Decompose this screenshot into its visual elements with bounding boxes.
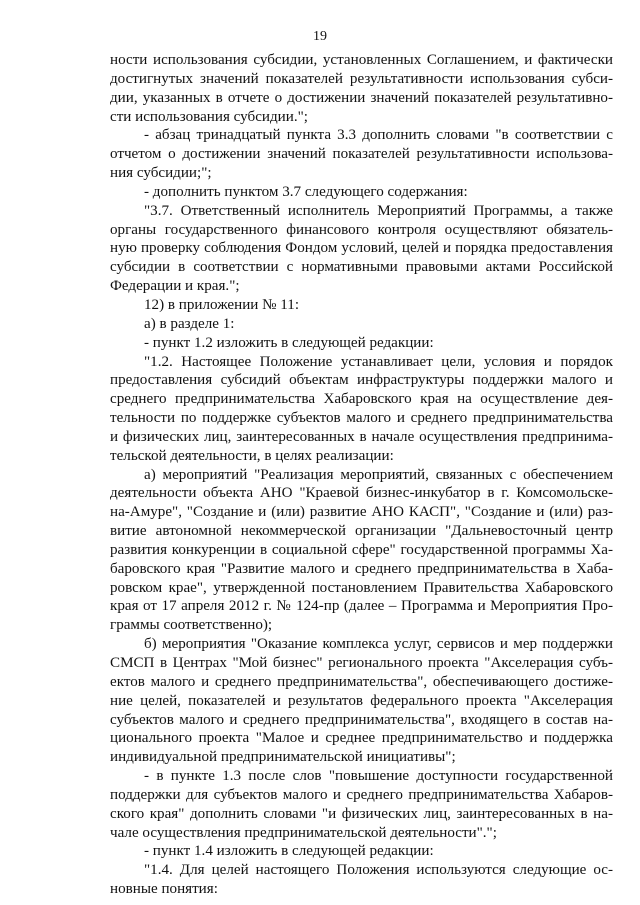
text-line: - пункт 1.2 изложить в следующей редакции: bbox=[144, 334, 434, 351]
text-line: поддержки для субъектов малого и среднего предпринимательства Хабаров- bbox=[110, 786, 613, 803]
text-line: сти использования субсидии."; bbox=[110, 108, 308, 125]
text-line: ского края" дополнить словами "и физических лиц, заинтересованных в на- bbox=[110, 805, 613, 822]
text-line: витие автономной некоммерческой организации "Дальневосточный центр bbox=[110, 523, 613, 540]
text-line: "3.7. Ответственный исполнитель Мероприятий Программы, а также bbox=[144, 202, 613, 219]
text-line: и физических лиц, заинтересованных в начале осуществления предпринима- bbox=[110, 428, 613, 445]
text-line: - абзац тринадцатый пункта 3.3 дополнить словами "в соответствии с bbox=[144, 127, 613, 144]
text-line: ние целей, показателей и результатов федерального проекта "Акселерация bbox=[110, 692, 613, 709]
document-body bbox=[110, 51, 613, 899]
text-line: ности использования субсидии, установленных Соглашением, и фактически bbox=[110, 52, 613, 68]
text-line: тельской деятельности, в целях реализации: bbox=[110, 447, 394, 464]
text-line: "1.4. Для целей настоящего Положения используются следующие ос- bbox=[144, 862, 613, 879]
text-line: чале осуществления предпринимательской деятельности"."; bbox=[110, 824, 497, 841]
text-line: 12) в приложении № 11: bbox=[144, 296, 300, 313]
text-line: развития конкуренции в социальной сфере" государственной программы Ха- bbox=[110, 541, 613, 558]
text-line: среднего предпринимательства Хабаровского края на осуществление дея- bbox=[110, 391, 613, 408]
text-line: баровского края "Развитие малого и среднего предпринимательства в Хаба- bbox=[110, 560, 613, 577]
text-line: - в пункте 1.3 после слов "повышение доступности государственной bbox=[144, 768, 613, 785]
text-line: субъектов малого и среднего предпринимательства", входящего в состав на- bbox=[110, 711, 613, 728]
text-line: ектов малого и среднего предпринимательства", обеспечивающего достиже- bbox=[110, 673, 613, 690]
text-line: ционального проекта "Малое и среднее предпринимательство и поддержка bbox=[110, 730, 613, 747]
text-line: предоставления субсидий объектам инфраструктуры поддержки малого и bbox=[110, 372, 613, 389]
text-line: СМСП в Центрах "Мой бизнес" регионального проекта "Акселерация субъ- bbox=[110, 655, 613, 671]
text-line: новные понятия: bbox=[110, 881, 218, 898]
text-line: - дополнить пунктом 3.7 следующего содержания: bbox=[144, 183, 468, 200]
text-line: "1.2. Настоящее Положение устанавливает цели, условия и порядок bbox=[144, 353, 613, 370]
text-line: субсидии в соответствии с нормативными правовыми актами Российской bbox=[110, 259, 613, 276]
text-line: граммы соответственно); bbox=[110, 617, 273, 634]
text-line: индивидуальной предпринимательской инициативы"; bbox=[110, 749, 456, 766]
text-line: ную проверку соблюдения Фондом условий, целей и порядка предоставления bbox=[110, 240, 613, 257]
text-line: тельности по поддержке субъектов малого и среднего предпринимательства bbox=[110, 410, 613, 427]
text-line: дии, указанных в отчете о достижении значений показателей результативно- bbox=[110, 89, 613, 106]
text-line: края от 17 апреля 2012 г. № 124-пр (далее – Программа и Мероприятия Про- bbox=[110, 598, 613, 615]
page-number: 19 bbox=[313, 29, 327, 44]
text-line: - пункт 1.4 изложить в следующей редакции: bbox=[144, 843, 434, 860]
text-line: а) мероприятий "Реализация мероприятий, связанных с обеспечением bbox=[144, 466, 613, 483]
text-line: на-Амуре", "Создание и (или) развитие АНО КАСП", "Создание и (или) раз- bbox=[110, 504, 613, 521]
text-line: деятельности объекта АНО "Краевой бизнес-инкубатор в г. Комсомольске- bbox=[110, 485, 613, 502]
text-line: ния субсидии;"; bbox=[110, 165, 212, 182]
text-line: отчетом о достижении значений показателей результативности использова- bbox=[110, 146, 613, 163]
text-line: ровском крае", утвержденной постановлением Правительства Хабаровского bbox=[110, 579, 613, 596]
text-line: достигнутых значений показателей результативности использования субси- bbox=[110, 70, 613, 87]
text-line: органы государственного финансового контроля осуществляют обязатель- bbox=[110, 221, 613, 238]
text-line: Федерации и края."; bbox=[110, 278, 240, 295]
text-line: б) мероприятия "Оказание комплекса услуг, сервисов и мер поддержки bbox=[144, 636, 613, 653]
text-line: а) в разделе 1: bbox=[144, 315, 235, 332]
